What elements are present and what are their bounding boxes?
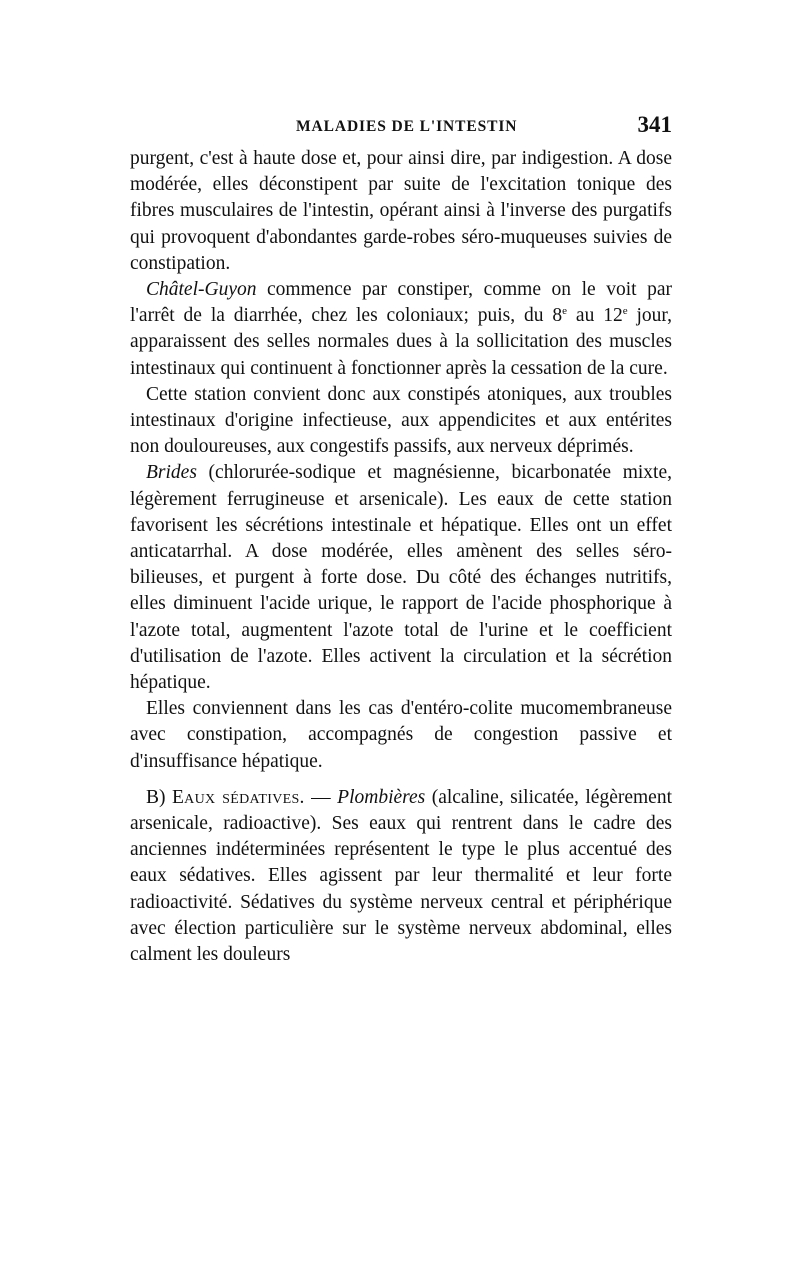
paragraph-text: commence par constiper, comme on le voit par l'arrêt de la diarrhée, chez les coloniaux; puis, du 8 (130, 279, 672, 327)
section-label: B) (146, 786, 166, 808)
running-head (130, 112, 672, 142)
heading-dash: — (304, 786, 338, 808)
paragraph-text: Elles conviennent dans les cas d'entéro-colite mucomembraneuse avec constipation, accompagnés de congestion passive et d'insuffisance hépatique. (130, 698, 672, 772)
paragraph-purgent (130, 146, 672, 277)
running-title: MALADIES DE L'INTESTIN (296, 118, 518, 135)
paragraph-chatel-guyon (130, 277, 672, 382)
spa-name-chatel-guyon: Châtel-Guyon (146, 279, 257, 301)
section-heading: Eaux sédatives. (171, 786, 305, 808)
paragraph-plombieres (130, 785, 672, 968)
spa-name-plombieres: Plombières (337, 786, 426, 808)
paragraph-text: au 12 (567, 305, 623, 327)
page-number: 341 (637, 112, 672, 137)
ordinal-superscript: e (622, 305, 628, 318)
paragraph-text: purgent, c'est à haute dose et, pour ainsi dire, par indigestion. A dose modérée, elles déconstipent par suite de l'excitation tonique des fibres musculaires de l'intestin, opérant ainsi à l'inverse des purgatifs qui provoquent d'abondantes garde-robes séro-muqueuses suivies de constipation. (130, 148, 672, 274)
body-text (130, 146, 672, 968)
paragraph-station-indications (130, 382, 672, 461)
ordinal-superscript: e (562, 305, 568, 318)
paragraph-brides-indications (130, 696, 672, 775)
paragraph-text: (alcaline, silicatée, légèrement arsenicale, radioactive). Ses eaux qui rentrent dans le cadre des anciennes indéterminées représentent le type le plus accentué des eaux sédatives. Elles agissent par leur thermalité et leur forte radioactivité. Sédatives du système nerveux central et périphérique avec élection particulière sur le système nerveux abdominal, elles calment les douleurs (130, 786, 672, 966)
paragraph-text: Cette station convient donc aux constipés atoniques, aux troubles intestinaux d'origine infectieuse, aux appendicites et aux entérites non douloureuses, aux congestifs passifs, aux nerveux déprimés. (130, 383, 672, 458)
spa-name-brides: Brides (146, 462, 197, 484)
paragraph-brides (130, 460, 672, 696)
paragraph-text: jour, apparaissent des selles normales dues à la sollicitation des muscles intestinaux qui continuent à fonctionner après la cessation de la cure. (130, 305, 672, 379)
paragraph-text: (chlorurée-sodique et magnésienne, bicarbonatée mixte, légèrement ferrugineuse et arsenicale). Les eaux de cette station favorisent les sécrétions intestinale et hépatique. Elles ont un effet anticatarrhal. A dose modérée, elles amènent des selles séro-bilieuses, et purgent à forte dose. Du côté des échanges nutritifs, elles diminuent l'acide urique, le rapport de l'acide phosphorique à l'azote total, augmentent l'azote total de l'urine et le coefficient d'utilisation de l'azote. Elles activent la circulation et la sécrétion hépatique. (130, 462, 672, 694)
